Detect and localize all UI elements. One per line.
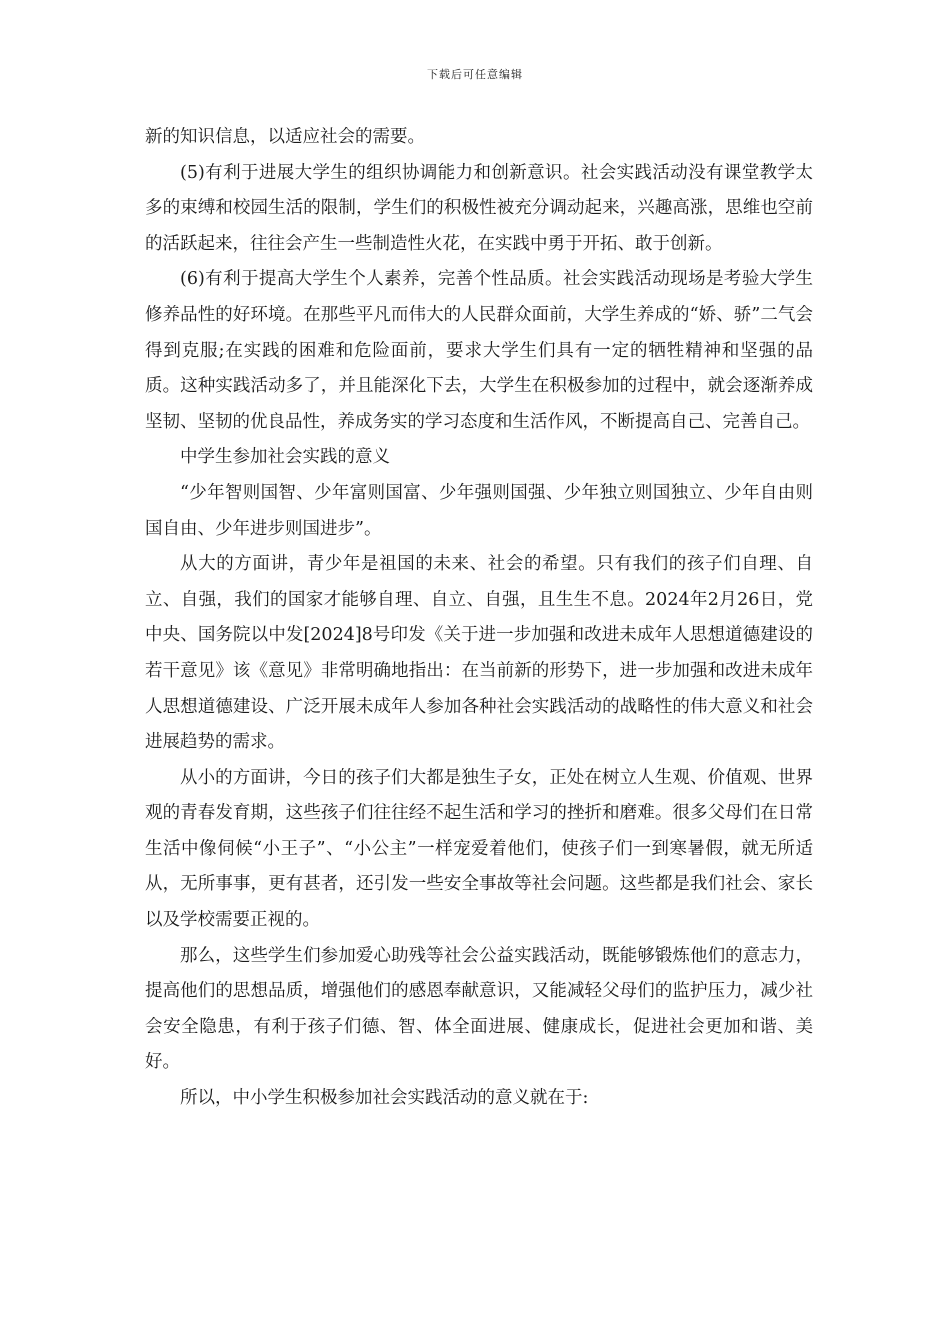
paragraph-micro-view: 从小的方面讲，今日的孩子们大都是独生子女，正处在树立人生观、价值观、世界观的青春发育期，这些孩子们往往经不起生活和学习的挫折和磨难。很多父母们在日常生活中像伺候“小王子”、“小公主”一样宠爱着他们，使孩子们一到寒暑假，就无所适从，无所事事，更有甚者，还引发一些安全事故等社会问题。这些都是我们社会、家长以及学校需要正视的。 (145, 767, 813, 931)
body-text (145, 120, 813, 1117)
paragraph-macro-view: 从大的方面讲，青少年是祖国的未来、社会的希望。只有我们的孩子们自理、自立、自强，我们的国家才能够自理、自立、自强，且生生不息。2024年2月26日，党中央、国务院以中发[2024]8号印发《关于进一步加强和改进未成年人思想道德建设的若干意见》该《意见》非常明确地指出：在当前新的形势下，进一步加强和改进未成年人思想道德建设、广泛开展未成年人参加各种社会实践活动的战略性的伟大意义和社会进展趋势的需求。 (145, 554, 813, 753)
paragraph-conclusion: 所以，中小学生积极参加社会实践活动的意义就在于: (180, 1088, 589, 1109)
header-note: 下载后可任意编辑 (427, 68, 523, 81)
paragraph-continuation: 新的知识信息，以适应社会的需要。 (145, 127, 425, 147)
paragraph-item-5: (5)有利于进展大学生的组织协调能力和创新意识。社会实践活动没有课堂教学太多的束缚和校园生活的限制，学生们的积极性被充分调动起来，兴趣高涨，思维也空前的活跃起来，往往会产生一些制造性火花，在实践中勇于开拓、敢于创新。 (145, 162, 813, 254)
paragraph-quote: “少年智则国智、少年富则国富、少年强则国强、少年独立则国独立、少年自由则国自由、少年进步则国进步”。 (145, 482, 813, 539)
section-heading: 中学生参加社会实践的意义 (180, 447, 390, 468)
paragraph-item-6: (6)有利于提高大学生个人素养，完善个性品质。社会实践活动现场是考验大学生修养品性的好环境。在那些平凡而伟大的人民群众面前，大学生养成的“娇、骄”二气会得到克服;在实践的困难和危险面前，要求大学生们具有一定的牺牲精神和坚强的品质。这种实践活动多了，并且能深化下去，大学生在积极参加的过程中，就会逐渐养成坚韧、坚韧的优良品性，养成务实的学习态度和生活作风，不断提高自己、完善自己。 (145, 269, 813, 432)
paragraph-public-welfare: 那么，这些学生们参加爱心助残等社会公益实践活动，既能够锻炼他们的意志力，提高他们的思想品质，增强他们的感恩奉献意识，又能减轻父母们的监护压力，减少社会安全隐患，有利于孩子们德、智、体全面进展、健康成长，促进社会更加和谐、美好。 (145, 945, 813, 1073)
